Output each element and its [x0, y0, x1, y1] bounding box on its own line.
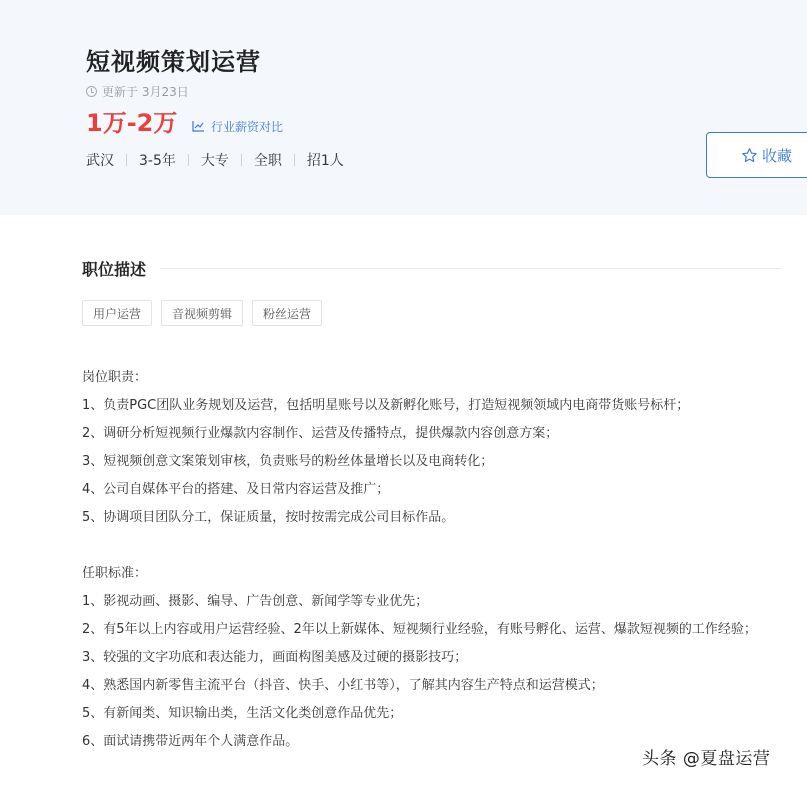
skill-tag: 粉丝运营 [252, 300, 322, 326]
chart-icon [192, 120, 205, 132]
watermark: 头条 @夏盘运营 [642, 749, 771, 769]
duty-item: 4、公司自媒体平台的搭建、及日常内容运营及推广； [82, 482, 390, 497]
skill-tags [82, 300, 331, 326]
section-title: 职位描述 [82, 260, 147, 279]
job-headcount: 招1人 [306, 153, 344, 169]
divider [126, 154, 127, 166]
requirement-item: 5、有新闻类、知识输出类，生活文化类创意作品优先； [82, 706, 403, 721]
job-experience: 3-5年 [139, 153, 176, 169]
updated-text: 更新于 3月23日 [102, 84, 189, 99]
collect-label: 收藏 [762, 146, 793, 165]
requirement-item: 3、较强的文字功底和表达能力，画面构图美感及过硬的摄影技巧； [82, 650, 468, 665]
salary-compare-link[interactable] [192, 118, 283, 134]
section-divider [160, 268, 782, 269]
duty-item: 1、负责PGC团队业务规划及运营，包括明星账号以及新孵化账号，打造短视频领域内电商带货账号标杆； [82, 398, 690, 413]
spacer [82, 532, 782, 560]
skill-tag: 音视频剪辑 [161, 300, 243, 326]
divider [188, 154, 189, 166]
job-meta [86, 150, 344, 170]
requirement-item: 6、面试请携带近两年个人满意作品。 [82, 734, 299, 749]
updated-date [86, 83, 189, 99]
salary: 1万-2万 [86, 109, 178, 137]
requirement-item: 1、影视动画、摄影、编导、广告创意、新闻学等专业优先； [82, 594, 429, 609]
duty-item: 2、调研分析短视频行业爆款内容制作、运营及传播特点，提供爆款内容创意方案； [82, 426, 559, 441]
job-location: 武汉 [86, 153, 114, 169]
divider [294, 154, 295, 166]
job-type: 全职 [253, 153, 282, 169]
salary-compare-label: 行业薪资对比 [211, 119, 284, 134]
duty-item: 5、协调项目团队分工，保证质量，按时按需完成公司目标作品。 [82, 510, 455, 525]
duty-item: 3、短视频创意文案策划审核，负责账号的粉丝体量增长以及电商转化； [82, 454, 494, 469]
clock-icon [86, 86, 97, 97]
job-education: 大专 [200, 153, 229, 169]
skill-tag: 用户运营 [82, 300, 152, 326]
job-description [82, 364, 782, 756]
duties-heading: 岗位职责： [82, 370, 148, 385]
requirement-item: 2、有5年以上内容或用户运营经验、2年以上新媒体、短视频行业经验，有账号孵化、运营、爆款短视频的工作经验； [82, 622, 757, 637]
job-header [0, 0, 807, 215]
collect-button[interactable] [706, 132, 807, 178]
divider [241, 154, 242, 166]
job-title: 短视频策划运营 [86, 48, 261, 76]
requirements-heading: 任职标准： [82, 566, 148, 581]
star-icon [741, 147, 758, 164]
requirement-item: 4、熟悉国内新零售主流平台（抖音、快手、小红书等），了解其内容生产特点和运营模式； [82, 678, 604, 693]
